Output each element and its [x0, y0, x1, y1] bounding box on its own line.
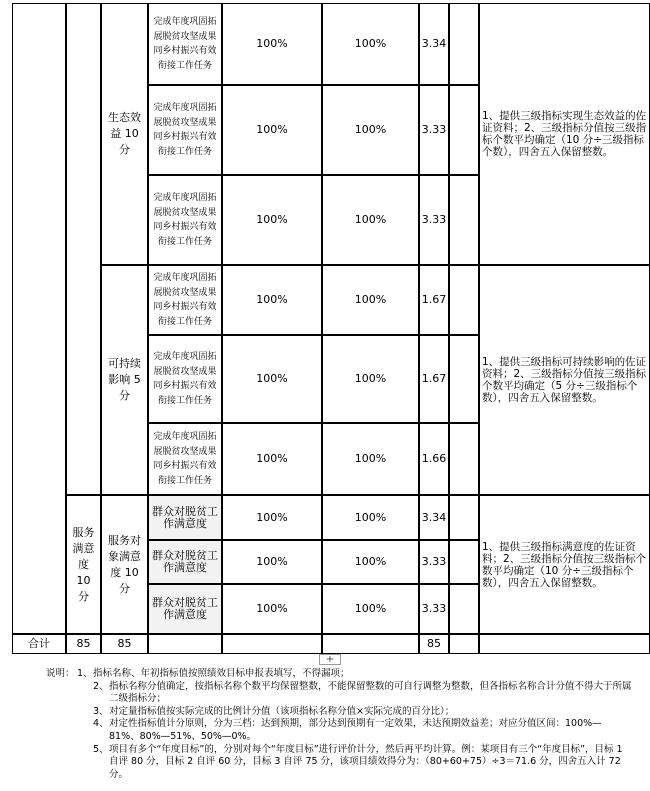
explanation-text: 指标名称、年初指标值按照绩效目标申报表填写，不得漏项；	[93, 668, 350, 679]
performance-evaluation-table	[12, 3, 650, 654]
score-value: 3.33	[419, 175, 449, 265]
level3-indicator-name: 完成年度巩固拓展脱贫攻坚成果同乡村振兴有效衔接工作任务	[148, 265, 222, 335]
annual-target-value: 100%	[222, 423, 322, 495]
explanation-number: 4、	[93, 718, 109, 730]
actual-value: 100%	[322, 423, 419, 495]
level3-indicator-name: 群众对脱贫工作满意度	[148, 495, 222, 540]
level3-indicator-name: 群众对脱贫工作满意度	[148, 584, 222, 634]
eco-benefit-scoring-note: 1、提供三级指标实现生态效益的佐证资料；2、三级指标分值按三级指标个数平均确定（10 分÷三级指标个数），四舍五入保留整数。	[479, 3, 650, 265]
total-empty-cell	[449, 634, 479, 654]
deviation-cell	[449, 540, 479, 584]
score-value: 1.67	[419, 265, 449, 335]
actual-value: 100%	[322, 265, 419, 335]
actual-value: 100%	[322, 3, 419, 85]
actual-value: 100%	[322, 495, 419, 540]
eco-benefit-label: 生态效益 10 分	[101, 3, 148, 265]
total-empty-cell	[322, 634, 419, 654]
annual-target-value: 100%	[222, 265, 322, 335]
score-value: 3.34	[419, 495, 449, 540]
explanation-text: 指标名称分值确定，按指标名称个数平均保留整数，不能保留整数的可自行调整为整数，但各指标名称合计分值不得大于所属二级指标分；	[109, 680, 632, 705]
score-value: 3.34	[419, 3, 449, 85]
explanation-text: 对定量指标值按实际完成的比例计分值（该项指标名称分值×实际完成的百分比）；	[109, 705, 455, 717]
explanation-number: 1、	[77, 668, 93, 679]
level3-indicator-name: 完成年度巩固拓展脱贫攻坚成果同乡村振兴有效衔接工作任务	[148, 423, 222, 495]
sustainable-impact-scoring-note: 1、提供三级指标可持续影响的佐证资料；2、三级指标分值按三级指标个数平均确定（5 分÷三级指标个数），四舍五入保留整数。	[479, 265, 650, 495]
annual-target-value: 100%	[222, 540, 322, 584]
actual-value: 100%	[322, 175, 419, 265]
score-value: 3.33	[419, 584, 449, 634]
deviation-cell	[449, 265, 479, 335]
level3-indicator-name: 完成年度巩固拓展脱贫攻坚成果同乡村振兴有效衔接工作任务	[148, 175, 222, 265]
deviation-cell	[449, 85, 479, 175]
explanation-item	[46, 718, 632, 743]
annual-target-value: 100%	[222, 584, 322, 634]
explanation-item	[46, 681, 632, 706]
total-score: 85	[419, 634, 449, 654]
score-value: 3.33	[419, 85, 449, 175]
actual-value: 100%	[322, 540, 419, 584]
level3-indicator-name: 完成年度巩固拓展脱贫攻坚成果同乡村振兴有效衔接工作任务	[148, 3, 222, 85]
explanation-label: 说明：	[46, 668, 75, 679]
total-level2-weight: 85	[101, 634, 148, 654]
service-target-satisfaction-label: 服务对象满意度 10 分	[101, 495, 148, 634]
explanation-notes	[46, 668, 632, 781]
total-label: 合计	[12, 634, 66, 654]
add-row-button[interactable]: +	[319, 654, 341, 665]
explanation-item	[46, 744, 632, 782]
actual-value: 100%	[322, 85, 419, 175]
explanation-text: 项目有多个“年度目标”的，分别对每个“年度目标”进行评价计分，然后再平均计算。例：某项目有三个“年度目标”，目标 1 自评 80 分，目标 2 自评 60 分，目标 3 自评 75 分，该项目绩效得分为：（80+60+75）÷3＝71.6 分，四舍五入计 72 分。	[109, 743, 623, 780]
level3-indicator-name: 完成年度巩固拓展脱贫攻坚成果同乡村振兴有效衔接工作任务	[148, 335, 222, 423]
explanation-item	[46, 706, 632, 719]
annual-target-value: 100%	[222, 335, 322, 423]
total-empty-cell	[148, 634, 222, 654]
total-weight: 85	[66, 634, 101, 654]
deviation-cell	[449, 495, 479, 540]
score-value: 3.33	[419, 540, 449, 584]
level1-indicator-cell	[12, 3, 66, 634]
total-empty-cell	[222, 634, 322, 654]
sustainable-impact-label: 可持续影响 5 分	[101, 265, 148, 495]
explanation-text: 对定性指标值计分原则，分为三档：达到预期，部分达到预期有一定效果，未达预期效益差；对应分值区间：100%—81%、80%—51%、50%—0%。	[109, 718, 602, 742]
deviation-cell	[449, 3, 479, 85]
annual-target-value: 100%	[222, 85, 322, 175]
annual-target-value: 100%	[222, 495, 322, 540]
level2-effect-cell	[66, 3, 101, 495]
satisfaction-scoring-note: 1、提供三级指标满意度的佐证资料；2、三级指标分值按三级指标个数平均确定（10 分÷三级指标个数），四舍五入保留整数。	[479, 495, 650, 634]
explanation-item	[46, 668, 632, 681]
deviation-cell	[449, 335, 479, 423]
annual-target-value: 100%	[222, 3, 322, 85]
deviation-cell	[449, 584, 479, 634]
explanation-number: 2、	[93, 680, 109, 692]
actual-value: 100%	[322, 584, 419, 634]
explanation-number: 5、	[93, 743, 109, 755]
deviation-cell	[449, 423, 479, 495]
explanation-number: 3、	[93, 705, 109, 717]
satisfaction-label: 服务满意度 10 分	[66, 495, 101, 634]
deviation-cell	[449, 175, 479, 265]
level3-indicator-name: 群众对脱贫工作满意度	[148, 540, 222, 584]
score-value: 1.67	[419, 335, 449, 423]
actual-value: 100%	[322, 335, 419, 423]
total-empty-cell	[479, 634, 650, 654]
level3-indicator-name: 完成年度巩固拓展脱贫攻坚成果同乡村振兴有效衔接工作任务	[148, 85, 222, 175]
annual-target-value: 100%	[222, 175, 322, 265]
score-value: 1.66	[419, 423, 449, 495]
